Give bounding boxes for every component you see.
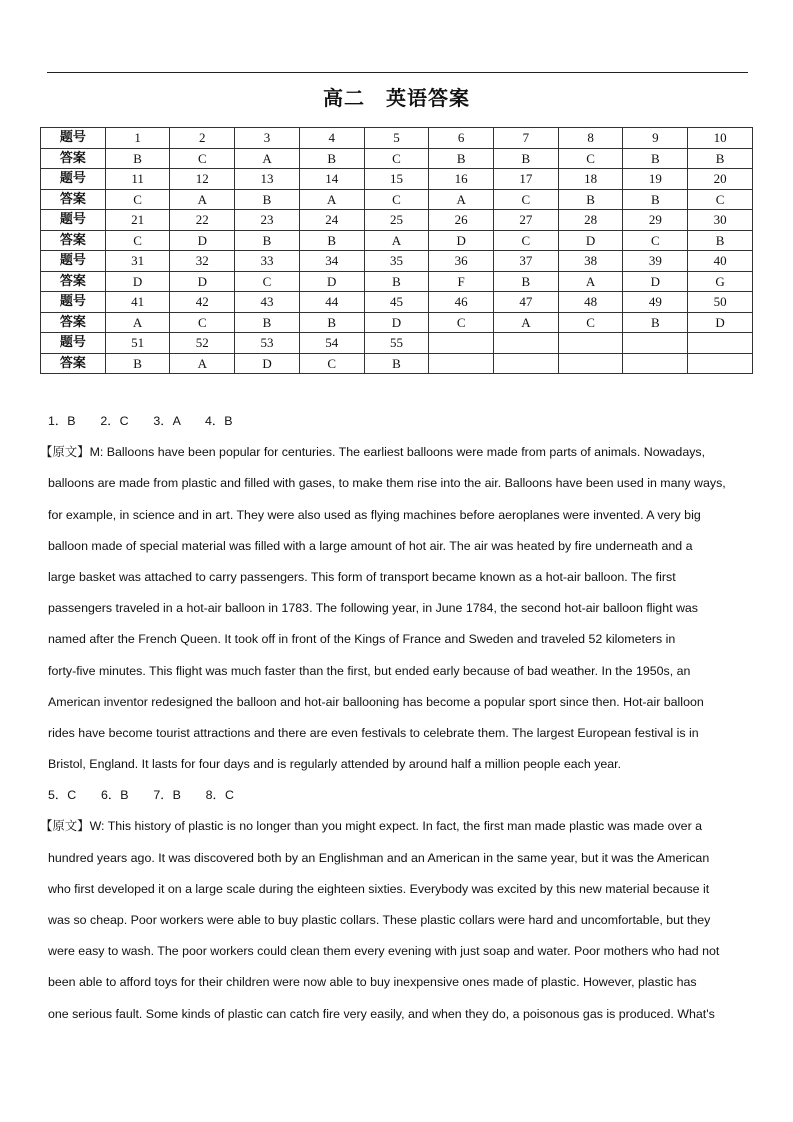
answer-cell: C	[494, 230, 559, 251]
question-number-cell: 48	[558, 292, 623, 313]
answer-cell: B	[299, 230, 364, 251]
question-number-cell: 30	[688, 210, 753, 231]
answer-cell: B	[688, 230, 753, 251]
question-number-cell	[494, 333, 559, 354]
question-number-cell: 37	[494, 251, 559, 272]
answer-table	[40, 127, 753, 374]
answer-cell: A	[105, 312, 170, 333]
transcript-line	[48, 597, 758, 628]
answer-cell: B	[235, 189, 300, 210]
answer-cell: A	[235, 148, 300, 169]
answer-cell	[429, 353, 494, 374]
answer-cell: D	[299, 271, 364, 292]
question-number-row	[41, 292, 753, 313]
question-number-cell: 42	[170, 292, 235, 313]
answer-cell: D	[105, 271, 170, 292]
answer-cell: C	[170, 148, 235, 169]
transcript-text: W: This history of plastic is no longer than you might expect. In fact, the first man made plastic was made over a	[89, 819, 703, 834]
transcript-text: passengers traveled in a hot-air balloon in 1783. The following year, in June 1784, the second hot-air balloon flight was	[48, 601, 699, 616]
transcript-text: for example, in science and in art. They were also used as flying machines before aeroplanes were invented. A very big	[48, 507, 701, 522]
transcript-text: balloon made of special material was filled with a large amount of hot air. The air was heated by fire underneath and a	[48, 538, 693, 553]
answer-cell: A	[170, 353, 235, 374]
answer-cell: A	[364, 230, 429, 251]
transcript-line	[48, 909, 758, 940]
answer-cell: C	[688, 189, 753, 210]
question-number-cell: 14	[299, 169, 364, 190]
question-number-cell: 54	[299, 333, 364, 354]
transcript-text: been able to afford toys for their children were now able to buy inexpensive ones made of plastic. However, plastic has	[48, 975, 697, 990]
question-number-cell: 51	[105, 333, 170, 354]
answer-label: 答案	[41, 189, 106, 210]
transcript-text: American inventor redesigned the balloon and hot-air ballooning has become a popular sport since then. Hot-air balloon	[48, 694, 704, 709]
question-number-cell: 10	[688, 128, 753, 149]
question-number-cell	[623, 333, 688, 354]
question-number-cell	[429, 333, 494, 354]
transcript-text: Bristol, England. It lasts for four days and is regularly attended by around half a million people each year.	[48, 757, 622, 772]
transcript-line	[48, 847, 758, 878]
question-number-cell: 25	[364, 210, 429, 231]
question-number-cell: 26	[429, 210, 494, 231]
transcript-tag: 【原文】	[40, 818, 90, 834]
transcript-body	[40, 410, 758, 1034]
answer-cell: D	[235, 353, 300, 374]
question-label: 题号	[41, 128, 106, 149]
question-number-cell: 5	[364, 128, 429, 149]
transcript-line	[48, 940, 758, 971]
answer-cell: D	[170, 271, 235, 292]
transcript-line	[48, 722, 758, 753]
answer-cell	[558, 353, 623, 374]
transcript-text: hundred years ago. It was discovered both by an Englishman and an American in the same year, but it was the American	[48, 850, 710, 865]
answer-cell: D	[364, 312, 429, 333]
answer-label: 答案	[41, 230, 106, 251]
answer-cell: C	[105, 189, 170, 210]
question-number-cell: 24	[299, 210, 364, 231]
question-number-cell: 46	[429, 292, 494, 313]
answer-row	[41, 189, 753, 210]
answer-cell: C	[494, 189, 559, 210]
question-number-row	[41, 333, 753, 354]
transcript-line	[40, 441, 758, 472]
question-number-cell: 7	[494, 128, 559, 149]
question-number-cell: 53	[235, 333, 300, 354]
transcript-text: who first developed it on a large scale during the eighteen sixties. Everybody was excited by this new material because it	[48, 881, 710, 896]
answer-cell: D	[688, 312, 753, 333]
answer-cell: B	[364, 353, 429, 374]
answer-row	[41, 353, 753, 374]
transcript-line	[48, 628, 758, 659]
question-number-cell: 49	[623, 292, 688, 313]
answer-cell: B	[105, 353, 170, 374]
question-number-cell: 50	[688, 292, 753, 313]
transcript-line	[48, 660, 758, 691]
question-number-cell: 8	[558, 128, 623, 149]
answer-cell: B	[494, 271, 559, 292]
transcript-text: balloons are made from plastic and filled with gases, to make them rise into the air. Balloons have been used in many ways,	[48, 476, 726, 491]
header-rule	[47, 72, 748, 73]
answer-cell	[494, 353, 559, 374]
answer-cell: C	[364, 148, 429, 169]
question-label: 题号	[41, 210, 106, 231]
answer-cell: B	[364, 271, 429, 292]
answer-cell: B	[299, 148, 364, 169]
transcript-line	[48, 753, 758, 784]
transcript-text: were easy to wash. The poor workers could clean them every evening with just soap and water. Poor mothers who had not	[48, 944, 720, 959]
answer-cell: C	[558, 312, 623, 333]
question-label: 题号	[41, 292, 106, 313]
answer-cell: D	[429, 230, 494, 251]
question-number-cell: 55	[364, 333, 429, 354]
question-number-cell	[558, 333, 623, 354]
answer-cell: A	[494, 312, 559, 333]
question-label: 题号	[41, 169, 106, 190]
answer-cell: C	[429, 312, 494, 333]
question-number-row	[41, 210, 753, 231]
question-number-cell: 32	[170, 251, 235, 272]
question-number-cell: 35	[364, 251, 429, 272]
question-number-cell: 15	[364, 169, 429, 190]
answer-cell: A	[558, 271, 623, 292]
transcript-text: was so cheap. Poor workers were able to buy plastic collars. These plastic collars were hard and uncomfortable, but they	[48, 913, 711, 927]
answer-cell: C	[105, 230, 170, 251]
answer-cell: D	[623, 271, 688, 292]
answer-cell: B	[235, 230, 300, 251]
question-number-cell: 34	[299, 251, 364, 272]
transcript-tag: 【原文】	[40, 444, 90, 460]
answer-cell: A	[429, 189, 494, 210]
question-number-cell: 3	[235, 128, 300, 149]
answer-key-line: 5．C 6．B 7．B 8．C	[48, 788, 234, 803]
question-label: 题号	[41, 333, 106, 354]
transcript-line	[48, 691, 758, 722]
question-number-cell: 38	[558, 251, 623, 272]
question-number-cell: 17	[494, 169, 559, 190]
answer-cell: B	[235, 312, 300, 333]
transcript-text: large basket was attached to carry passengers. This form of transport became known as a hot-air balloon. The first	[48, 569, 676, 584]
transcript-text: M: Balloons have been popular for centuries. The earliest balloons were made from parts of animals. Nowadays,	[89, 445, 706, 460]
page-title: 高二 英语答案	[323, 86, 470, 110]
question-number-cell: 13	[235, 169, 300, 190]
answer-cell: C	[299, 353, 364, 374]
answer-cell	[688, 353, 753, 374]
answer-cell	[623, 353, 688, 374]
transcript-text: rides have become tourist attractions and there are even festivals to celebrate them. The largest European festival is in	[48, 725, 699, 740]
transcript-line	[48, 504, 758, 535]
question-number-cell: 31	[105, 251, 170, 272]
answer-cell: D	[558, 230, 623, 251]
answer-key-line: 1．B 2．C 3．A 4．B	[48, 414, 233, 428]
answer-cell: B	[105, 148, 170, 169]
answer-label: 答案	[41, 353, 106, 374]
transcript-line	[48, 535, 758, 566]
transcript-line	[48, 566, 758, 597]
question-number-cell: 11	[105, 169, 170, 190]
question-number-cell: 23	[235, 210, 300, 231]
answer-cell: A	[170, 189, 235, 210]
question-number-cell: 39	[623, 251, 688, 272]
question-number-row	[41, 251, 753, 272]
answer-cell: B	[558, 189, 623, 210]
question-number-cell: 12	[170, 169, 235, 190]
transcript-text: named after the French Queen. It took off in front of the Kings of France and Sweden and traveled 52 kilometers in	[48, 632, 676, 647]
transcript-text: one serious fault. Some kinds of plastic can catch fire very easily, and when they do, a poisonous gas is produced. What's	[48, 1006, 715, 1021]
question-number-cell: 18	[558, 169, 623, 190]
answer-row	[41, 312, 753, 333]
question-number-cell: 4	[299, 128, 364, 149]
answer-cell: B	[688, 148, 753, 169]
question-number-cell: 27	[494, 210, 559, 231]
question-number-cell: 6	[429, 128, 494, 149]
answer-cell: B	[623, 312, 688, 333]
question-number-cell: 21	[105, 210, 170, 231]
answer-cell: B	[429, 148, 494, 169]
question-number-cell: 1	[105, 128, 170, 149]
transcript-line	[48, 878, 758, 909]
answer-label: 答案	[41, 271, 106, 292]
question-number-cell: 47	[494, 292, 559, 313]
question-number-cell: 33	[235, 251, 300, 272]
question-number-row	[41, 169, 753, 190]
answer-row	[41, 271, 753, 292]
transcript-line	[48, 472, 758, 503]
answer-cell: C	[364, 189, 429, 210]
question-number-row	[41, 128, 753, 149]
question-number-cell	[688, 333, 753, 354]
question-number-cell: 45	[364, 292, 429, 313]
question-number-cell: 9	[623, 128, 688, 149]
answer-cell: B	[623, 189, 688, 210]
transcript-line	[40, 815, 758, 846]
answer-cell: D	[170, 230, 235, 251]
answer-cell: C	[558, 148, 623, 169]
answer-cell: C	[170, 312, 235, 333]
answer-cell: B	[299, 312, 364, 333]
transcript-line	[48, 971, 758, 1002]
answer-label: 答案	[41, 312, 106, 333]
question-number-cell: 44	[299, 292, 364, 313]
answer-cell: C	[623, 230, 688, 251]
question-number-cell: 52	[170, 333, 235, 354]
answer-cell: A	[299, 189, 364, 210]
answer-cell: C	[235, 271, 300, 292]
answer-cell: G	[688, 271, 753, 292]
question-number-cell: 40	[688, 251, 753, 272]
answer-cell: F	[429, 271, 494, 292]
answer-row	[41, 148, 753, 169]
answer-label: 答案	[41, 148, 106, 169]
transcript-line	[48, 1003, 758, 1034]
question-number-cell: 22	[170, 210, 235, 231]
answer-cell: B	[623, 148, 688, 169]
question-number-cell: 19	[623, 169, 688, 190]
question-label: 题号	[41, 251, 106, 272]
question-number-cell: 2	[170, 128, 235, 149]
transcript-text: forty-five minutes. This flight was much faster than the first, but ended early because of bad weather. In the 1950s, an	[48, 663, 691, 678]
question-number-cell: 28	[558, 210, 623, 231]
question-number-cell: 43	[235, 292, 300, 313]
answer-row	[41, 230, 753, 251]
question-number-cell: 16	[429, 169, 494, 190]
question-number-cell: 20	[688, 169, 753, 190]
question-number-cell: 36	[429, 251, 494, 272]
question-number-cell: 29	[623, 210, 688, 231]
answer-cell: B	[494, 148, 559, 169]
question-number-cell: 41	[105, 292, 170, 313]
